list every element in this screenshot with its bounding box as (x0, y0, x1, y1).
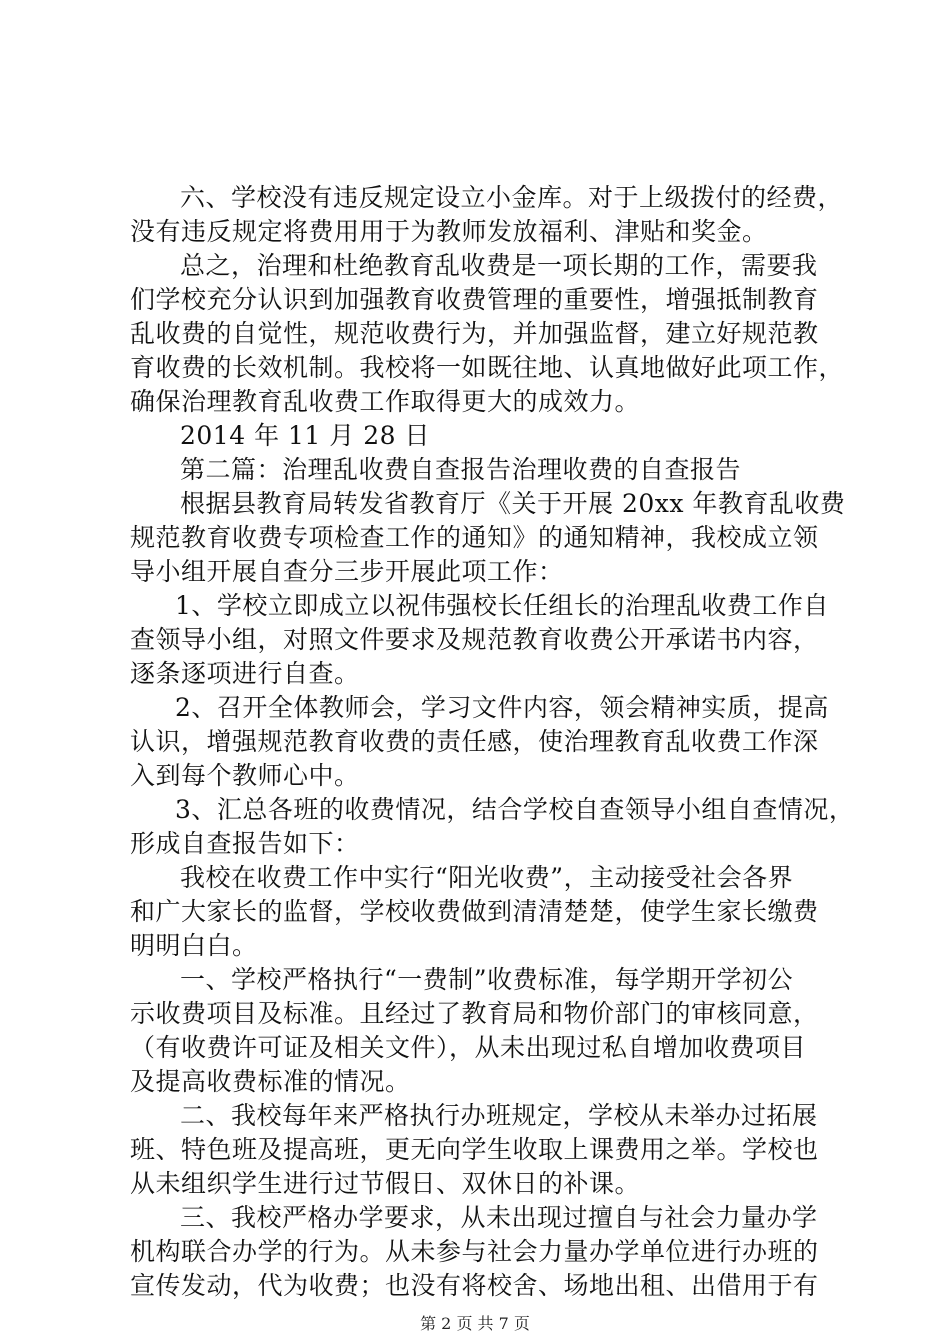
paragraph-line: 没有违反规定将费用用于为教师发放福利、津贴和奖金。 (130, 217, 768, 246)
paragraph-line: 育收费的长效机制。我校将一如既往地、认真地做好此项工作， (130, 353, 845, 382)
paragraph-line: 导小组开展自查分三步开展此项工作： (130, 557, 564, 586)
paragraph-line: 们学校充分认识到加强教育收费管理的重要性，增强抵制教育 (130, 285, 819, 314)
paragraph-line: 及提高收费标准的情况。 (130, 1067, 411, 1096)
paragraph-line: 示收费项目及标准。且经过了教育局和物价部门的审核同意， (130, 999, 819, 1028)
paragraph-line: 总之，治理和杜绝教育乱收费是一项长期的工作，需要我 (180, 251, 818, 280)
list-item-line: 形成自查报告如下： (130, 829, 360, 858)
paragraph-line: 乱收费的自觉性，规范收费行为，并加强监督，建立好规范教 (130, 319, 819, 348)
list-item-line: 逐条逐项进行自查。 (130, 659, 360, 688)
paragraph-line: 二、我校每年来严格执行办班规定，学校从未举办过拓展 (180, 1101, 818, 1130)
list-item-line: 查领导小组，对照文件要求及规范教育收费公开承诺书内容， (130, 625, 819, 654)
paragraph-line: 和广大家长的监督，学校收费做到清清楚楚，使学生家长缴费 (130, 897, 819, 926)
list-item-line: 入到每个教师心中。 (130, 761, 360, 790)
paragraph-line: 机构联合办学的行为。从未参与社会力量办学单位进行办班的 (130, 1237, 819, 1266)
paragraph-line: 一、学校严格执行“一费制”收费标准，每学期开学初公 (180, 965, 794, 994)
paragraph-line: （有收费许可证及相关文件），从未出现过私自增加收费项目 (130, 1033, 807, 1062)
paragraph-line: 宣传发动，代为收费；也没有将校舍、场地出租、出借用于有 (130, 1271, 819, 1300)
section-heading: 第二篇：治理乱收费自查报告治理收费的自查报告 (180, 455, 742, 484)
paragraph-line: 明明白白。 (130, 931, 258, 960)
paragraph-line: 确保治理教育乱收费工作取得更大的成效力。 (130, 387, 641, 416)
list-item-line: 2、召开全体教师会，学习文件内容，领会精神实质，提高 (175, 693, 829, 722)
list-item-line: 3、汇总各班的收费情况，结合学校自查领导小组自查情况， (175, 795, 855, 824)
paragraph-line: 我校在收费工作中实行“阳光收费”，主动接受社会各界 (180, 863, 794, 892)
list-item-line: 认识，增强规范教育收费的责任感，使治理教育乱收费工作深 (130, 727, 819, 756)
paragraph-line: 根据县教育局转发省教育厅《关于开展 20xx 年教育乱收费 (180, 489, 846, 518)
date-line: 2014 年 11 月 28 日 (180, 421, 430, 450)
paragraph-line: 班、特色班及提高班，更无向学生收取上课费用之举。学校也 (130, 1135, 819, 1164)
paragraph-line: 规范教育收费专项检查工作的通知》的通知精神，我校成立领 (130, 523, 819, 552)
paragraph-line: 三、我校严格办学要求，从未出现过擅自与社会力量办学 (180, 1203, 818, 1232)
page-footer: 第 2 页 共 7 页 (420, 1314, 530, 1333)
paragraph-line: 六、学校没有违反规定设立小金库。对于上级拨付的经费， (180, 183, 844, 212)
paragraph-line: 从未组织学生进行过节假日、双休日的补课。 (130, 1169, 641, 1198)
list-item-line: 1、学校立即成立以祝伟强校长任组长的治理乱收费工作自 (175, 591, 829, 620)
